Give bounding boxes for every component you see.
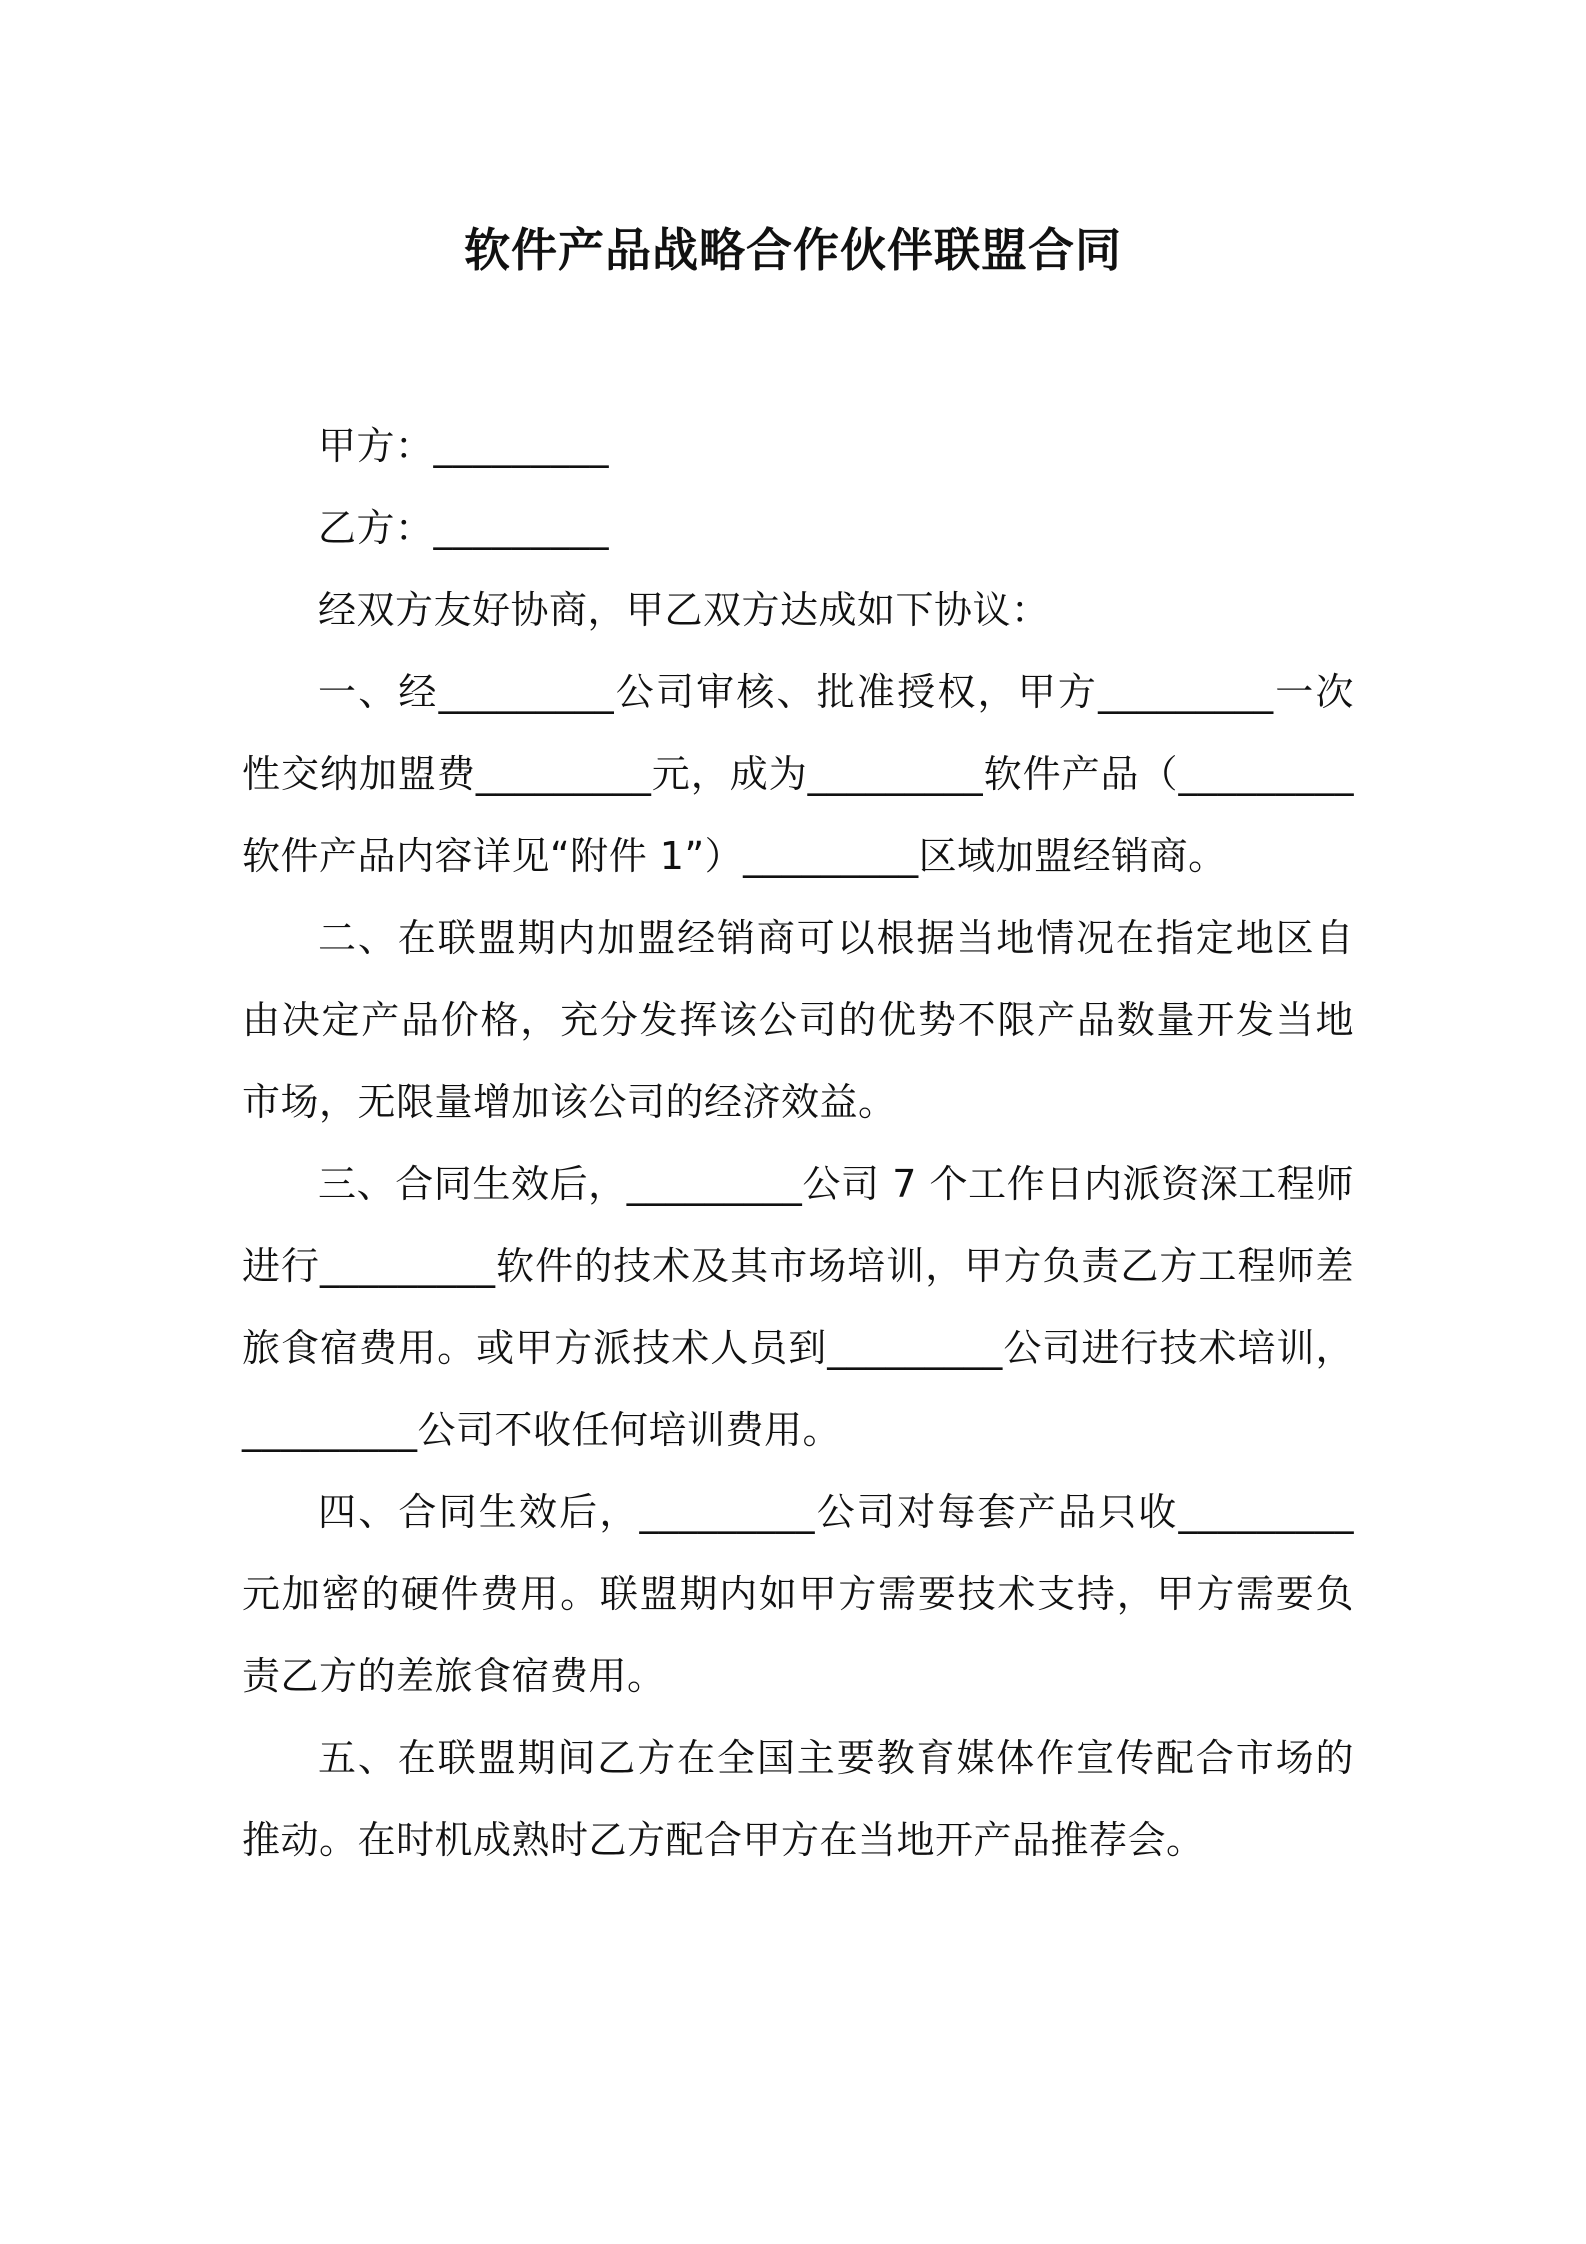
clause-5: 五、在联盟期间乙方在全国主要教育媒体作宣传配合市场的推动。在时机成熟时乙方配合甲方在当地开产品推荐会。: [242, 1736, 1354, 1862]
party-a-line: 甲方：_________: [318, 424, 610, 468]
clause-1: 一、经_________公司审核、批准授权，甲方_________一次性交纳加盟费_________元，成为_________软件产品（_________软件产品内容详见“附件 1”）_________区域加盟经销商。: [242, 670, 1354, 878]
intro-paragraph: 经双方友好协商，甲乙双方达成如下协议：: [318, 588, 1050, 632]
document-title: 软件产品战略合作伙伴联盟合同: [464, 223, 1122, 277]
party-b-line: 乙方：_________: [318, 506, 610, 550]
document-body: [242, 405, 1354, 1881]
clause-4: 四、合同生效后，_________公司对每套产品只收_________元加密的硬件费用。联盟期内如甲方需要技术支持，甲方需要负责乙方的差旅食宿费用。: [242, 1490, 1354, 1698]
clause-2: 二、在联盟期内加盟经销商可以根据当地情况在指定地区自由决定产品价格，充分发挥该公司的优势不限产品数量开发当地市场，无限量增加该公司的经济效益。: [242, 916, 1354, 1124]
clause-3: 三、合同生效后，_________公司 7 个工作日内派资深工程师进行_________软件的技术及其市场培训，甲方负责乙方工程师差旅食宿费用。或甲方派技术人员到_________公司进行技术培训，_________公司不收任何培训费用。: [242, 1162, 1354, 1452]
